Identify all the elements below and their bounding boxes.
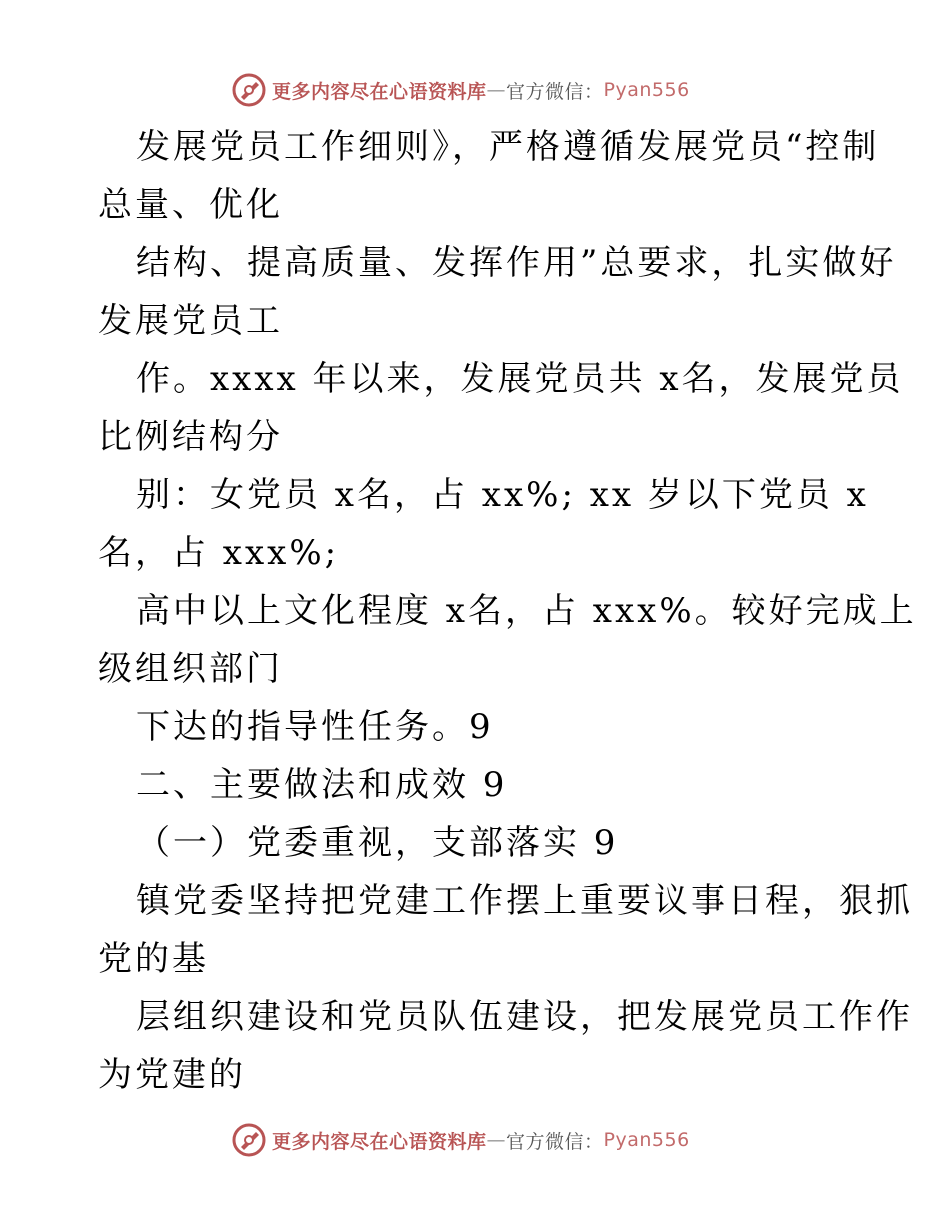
watermark-official-label: 官方微信： [506,1130,604,1153]
body-line: 发展党员工作细则》，严格遵循发展党员“控制 [136,127,880,167]
watermark-dash: — [486,1129,507,1151]
body-line: 名，占 xxx%; [98,533,340,573]
body-line: 镇党委坚持把党建工作摆上重要议事日程，狠抓 [136,881,913,921]
body-line: 发展党员工 [98,301,283,341]
section-heading: 二、主要做法和成效 9 [136,765,508,805]
header-watermark [232,70,690,110]
footer-watermark [232,1120,690,1160]
brand-logo-icon [232,73,266,107]
watermark-official-label: 官方微信： [506,80,604,103]
watermark-wechat-id: Pyan556 [603,79,690,101]
body-line: 作。xxxx 年以来，发展党员共 x名，发展党员 [136,359,904,399]
watermark-dash: — [486,79,507,101]
watermark-brand: 更多内容尽在心语资料库 [272,1130,487,1153]
body-line: 为党建的 [98,1055,246,1095]
body-line: 结构、提高质量、发挥作用”总要求，扎实做好 [136,243,897,283]
body-line: 比例结构分 [98,417,283,457]
body-line: 高中以上文化程度 x名，占 xxx%。较好完成上 [136,591,917,631]
document-body [98,118,917,1104]
watermark-brand: 更多内容尽在心语资料库 [272,80,487,103]
subsection-heading: （一）党委重视，支部落实 9 [136,823,619,863]
brand-logo-icon [232,1123,266,1157]
body-line: 党的基 [98,939,209,979]
watermark-wechat-id: Pyan556 [603,1129,690,1151]
body-line: 层组织建设和党员队伍建设，把发展党员工作作 [136,997,913,1037]
body-line: 下达的指导性任务。9 [136,707,494,747]
body-line: 别：女党员 x名，占 xx%; xx 岁以下党员 x [136,475,869,515]
body-line: 总量、优化 [98,185,283,225]
body-line: 级组织部门 [98,649,283,689]
